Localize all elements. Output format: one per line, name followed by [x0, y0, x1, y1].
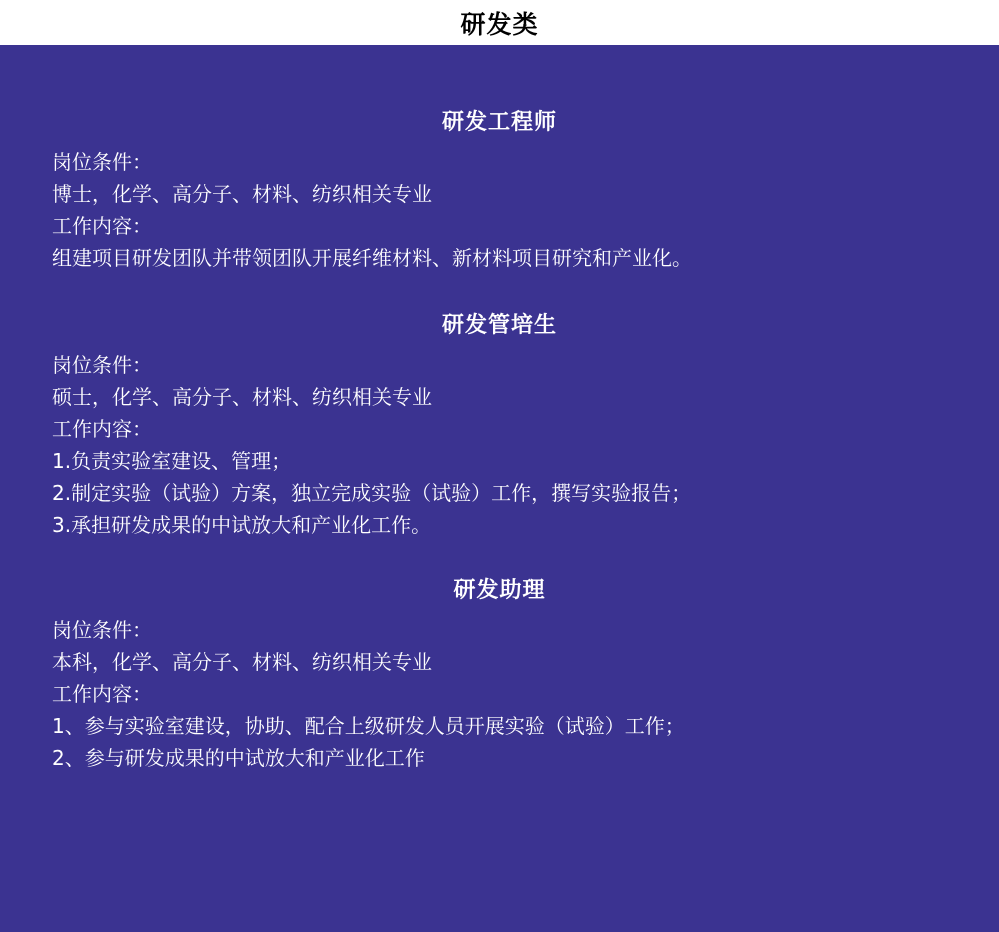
section-line: 岗位条件： — [52, 618, 152, 642]
section-line: 1、参与实验室建设，协助、配合上级研发人员开展实验（试验）工作； — [52, 714, 685, 738]
top-spacer — [52, 45, 947, 105]
section-research-trainee — [52, 308, 947, 541]
section-gap — [52, 541, 947, 573]
section-line: 2、参与研发成果的中试放大和产业化工作 — [52, 746, 425, 770]
section-line: 博士，化学、高分子、材料、纺织相关专业 — [52, 182, 432, 206]
section-title: 研发工程师 — [441, 110, 557, 135]
section-research-engineer — [52, 105, 947, 274]
section-title: 研发助理 — [453, 578, 546, 603]
section-line: 2.制定实验（试验）方案，独立完成实验（试验）工作，撰写实验报告； — [52, 481, 692, 505]
page-header — [0, 0, 999, 45]
section-line: 工作内容： — [52, 417, 152, 441]
section-line: 1.负责实验室建设、管理； — [52, 449, 292, 473]
section-line: 岗位条件： — [52, 150, 152, 174]
section-line: 工作内容： — [52, 682, 152, 706]
section-gap — [52, 274, 947, 308]
content-panel — [0, 45, 999, 932]
page-title: 研发类 — [460, 9, 539, 39]
section-line: 硕士，化学、高分子、材料、纺织相关专业 — [52, 385, 432, 409]
section-line: 3.承担研发成果的中试放大和产业化工作。 — [52, 513, 432, 537]
section-title: 研发管培生 — [441, 313, 557, 338]
section-line: 本科，化学、高分子、材料、纺织相关专业 — [52, 650, 432, 674]
section-line: 组建项目研发团队并带领团队开展纤维材料、新材料项目研究和产业化。 — [52, 246, 692, 270]
section-line: 岗位条件： — [52, 353, 152, 377]
section-line: 工作内容： — [52, 214, 152, 238]
section-research-assistant — [52, 573, 947, 774]
